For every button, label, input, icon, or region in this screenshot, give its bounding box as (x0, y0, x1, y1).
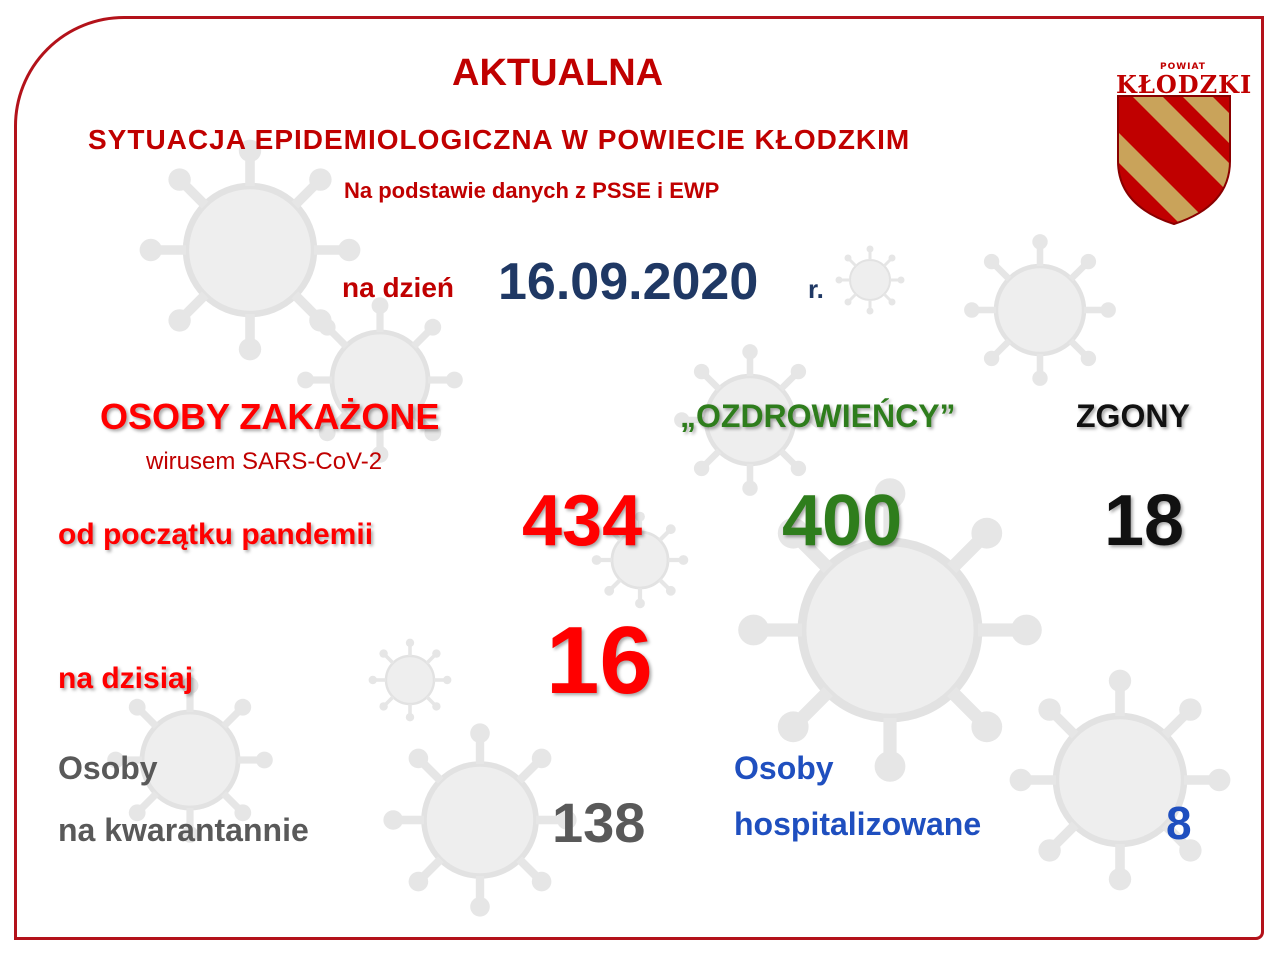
quarantine-label-line2: na kwarantannie (58, 812, 309, 848)
page-subtitle: SYTUACJA EPIDEMIOLOGICZNA W POWIECIE KŁODZKIM (88, 124, 911, 155)
infected-since-label: od początku pandemii (58, 518, 374, 551)
infected-heading: OSOBY ZAKAŻONE (100, 396, 440, 437)
logo-top-text: POWIAT (1160, 62, 1206, 72)
logo-name: KŁODZKI (1116, 70, 1253, 99)
deaths-value: 18 (1104, 481, 1185, 561)
quarantine-label-line1: Osoby (58, 750, 158, 786)
infected-subheading: wirusem SARS-CoV-2 (146, 448, 383, 475)
quarantine-value: 138 (552, 791, 646, 854)
page-title: AKTUALNA (452, 52, 664, 94)
hospitalized-value: 8 (1166, 797, 1192, 849)
date-prefix: na dzień (342, 272, 455, 303)
deaths-heading: ZGONY (1076, 398, 1190, 434)
infected-today-label: na dzisiaj (58, 662, 194, 695)
recovered-value: 400 (782, 481, 903, 561)
hospitalized-label-line2: hospitalizowane (734, 806, 982, 842)
infected-since-value: 434 (522, 481, 643, 561)
recovered-heading: „OZDROWIEŃCY” (680, 398, 956, 434)
data-source: Na podstawie danych z PSSE i EWP (344, 178, 720, 203)
infected-today-value: 16 (546, 607, 653, 714)
date-suffix: r. (808, 274, 824, 304)
hospitalized-label-line1: Osoby (734, 750, 834, 786)
report-date: 16.09.2020 (498, 253, 759, 311)
